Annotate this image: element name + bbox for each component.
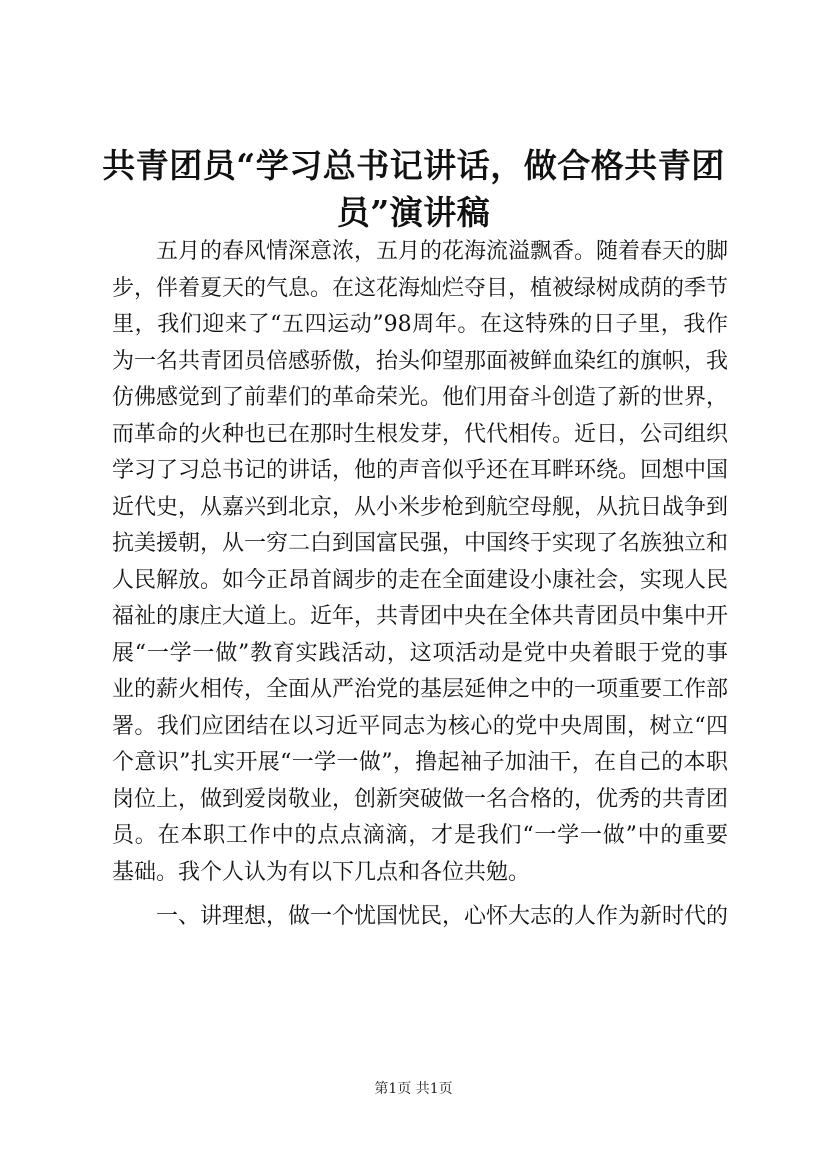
- paragraph: 五月的春风情深意浓，五月的花海流溢飘香。随着春天的脚步，伴着夏天的气息。在这花海灿烂夺目，植被绿树成荫的季节里，我们迎来了“五四运动”98周年。在这特殊的日子里，我作为一名共青团员倍感骄傲，抬头仰望那面被鲜血染红的旗帜，我仿佛感觉到了前辈们的革命荣光。他们用奋斗创造了新的世界，而革命的火种也已在那时生根发芽，代代相传。近日，公司组织学习了习总书记的讲话，他的声音似乎还在耳畔环绕。回想中国近代史，从嘉兴到北京，从小米步枪到航空母舰，从抗日战争到抗美援朝，从一穷二白到国富民强，中国终于实现了名族独立和人民解放。如今正昂首阔步的走在全面建设小康社会，实现人民福祉的康庄大道上。近年，共青团中央在全体共青团员中集中开展“一学一做”教育实践活动，这项活动是党中央着眼于党的事业的薪火相传，全面从严治党的基层延伸之中的一项重要工作部署。我们应团结在以习近平同志为核心的党中央周围，树立“四个意识”扎实开展“一学一做”，撸起袖子加油干，在自己的本职岗位上，做到爱岗敬业，创新突破做一名合格的，优秀的共青团员。在本职工作中的点点滴滴，才是我们“一学一做”中的重要基础。我个人认为有以下几点和各位共勉。: [112, 239, 729, 885]
- paragraph: 一、讲理想，做一个忧国忧民，心怀大志的人作为新时代的: [156, 904, 729, 929]
- document-body: [112, 234, 728, 936]
- page-footer: 第1页 共1页: [374, 1081, 453, 1097]
- document-title: 共青团员“学习总书记讲话，做合格共青团员”演讲稿: [102, 146, 725, 232]
